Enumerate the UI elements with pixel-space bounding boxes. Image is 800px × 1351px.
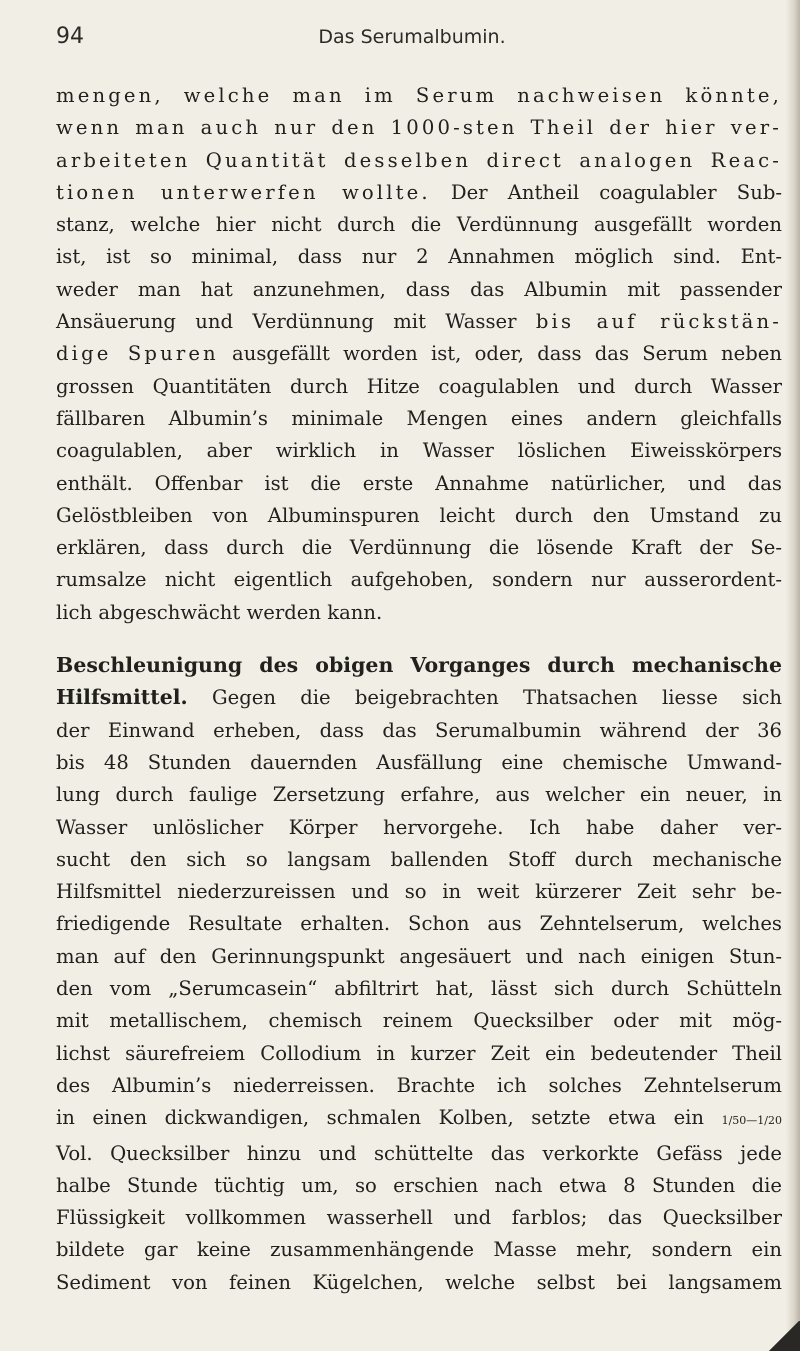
- text-line: mit metallischem, chemisch reinem Quecksilber oder mit mög-: [56, 1009, 782, 1033]
- text-line: arbeiteten Quantität desselben direct analogen Reac-: [56, 148, 782, 172]
- text-line: halbe Stunde tüchtig um, so erschien nach etwa 8 Stunden die: [56, 1173, 782, 1197]
- text-span: Ansäuerung und Verdünnung mit Wasser: [56, 310, 517, 334]
- text-line: [56, 681, 782, 714]
- text-line: coagulablen, aber wirklich in Wasser löslichen Eiweisskörpers: [56, 439, 782, 463]
- text-line: ist, ist so minimal, dass nur 2 Annahmen möglich sind. Ent-: [56, 245, 782, 269]
- text-span: bis auf rückstän-: [535, 310, 783, 334]
- text-line: [56, 1102, 782, 1137]
- text-line: stanz, welche hier nicht durch die Verdünnung ausgefällt worden: [56, 213, 782, 237]
- text-span: tionen unterwerfen wollte.: [56, 180, 431, 204]
- text-line: Vol. Quecksilber hinzu und schüttelte das verkorkte Gefäss jede: [56, 1141, 782, 1165]
- text-line: Gelöstbleiben von Albuminspuren leicht durch den Umstand zu: [56, 503, 782, 527]
- text-line: grossen Quantitäten durch Hitze coagulablen und durch Wasser: [56, 374, 782, 398]
- text-span: Gegen die beigebrachten Thatsachen liesse sich: [211, 686, 783, 710]
- text-span: ausgefällt worden ist, oder, dass das Serum neben: [232, 342, 782, 366]
- text-span: Der Antheil coagulabler Sub-: [450, 180, 782, 204]
- text-line: friedigende Resultate erhalten. Schon aus Zehntelserum, welches: [56, 912, 782, 936]
- text-line: [56, 177, 782, 209]
- text-span: dige Spuren: [56, 342, 219, 366]
- text-line: den vom „Serumcasein“ abfiltrirt hat, lässt sich durch Schütteln: [56, 977, 782, 1001]
- text-line: weder man hat anzunehmen, dass das Albumin mit passender: [56, 277, 782, 301]
- text-line: [56, 338, 782, 370]
- text-line: Sediment von feinen Kügelchen, welche selbst bei langsamem: [56, 1270, 782, 1294]
- text-line: [56, 306, 782, 338]
- text-line: lich abgeschwächt werden kann.: [56, 600, 383, 624]
- section-heading-end: Hilfsmittel.: [56, 685, 188, 710]
- page-header: [56, 10, 768, 50]
- text-line: man auf den Gerinnungspunkt angesäuert und nach einigen Stun-: [56, 944, 782, 968]
- paragraph-gap: [56, 629, 782, 649]
- text-line: Hilfsmittel niederzureissen und so in weit kürzerer Zeit sehr be-: [56, 880, 782, 904]
- section-heading: Beschleunigung des obigen Vorganges durch mechanische: [56, 653, 782, 678]
- text-line: rumsalze nicht eigentlich aufgehoben, sondern nur ausserordent-: [56, 568, 782, 592]
- text-line: Flüssigkeit vollkommen wasserhell und farblos; das Quecksilber: [56, 1206, 782, 1230]
- text-line: wenn man auch nur den 1000-sten Theil der hier ver-: [56, 116, 782, 140]
- fraction: 1/50—1/20: [721, 1114, 782, 1128]
- running-head: Das Serumalbumin.: [318, 26, 506, 48]
- text-span: in einen dickwandigen, schmalen Kolben, setzte etwa ein: [56, 1106, 705, 1130]
- text-line: lichst säurefreiem Collodium in kurzer Zeit ein bedeutender Theil: [56, 1041, 782, 1065]
- text-line: erklären, dass durch die Verdünnung die lösende Kraft der Se-: [56, 536, 782, 560]
- page-number: 94: [56, 24, 84, 49]
- text-line: des Albumin’s niederreissen. Brachte ich solches Zehntelserum: [56, 1073, 782, 1097]
- text-line: lung durch faulige Zersetzung erfahre, aus welcher ein neuer, in: [56, 783, 782, 807]
- text-line: mengen, welche man im Serum nachweisen könnte,: [56, 84, 782, 107]
- body-text: [56, 80, 782, 1299]
- text-line: bis 48 Stunden dauernden Ausfällung eine chemische Umwand-: [56, 750, 782, 774]
- page-edge-shadow: [786, 0, 800, 1351]
- text-line: der Einwand erheben, dass das Serumalbumin während der 36: [56, 718, 782, 742]
- text-line: bildete gar keine zusammenhängende Masse mehr, sondern ein: [56, 1238, 782, 1262]
- text-line: enthält. Offenbar ist die erste Annahme natürlicher, und das: [56, 471, 782, 495]
- text-line: sucht den sich so langsam ballenden Stoff durch mechanische: [56, 847, 782, 871]
- page-corner-shadow: [760, 1321, 800, 1351]
- text-line: Wasser unlöslicher Körper hervorgehe. Ich habe daher ver-: [56, 815, 782, 839]
- text-line: fällbaren Albumin’s minimale Mengen eines andern gleichfalls: [56, 406, 782, 430]
